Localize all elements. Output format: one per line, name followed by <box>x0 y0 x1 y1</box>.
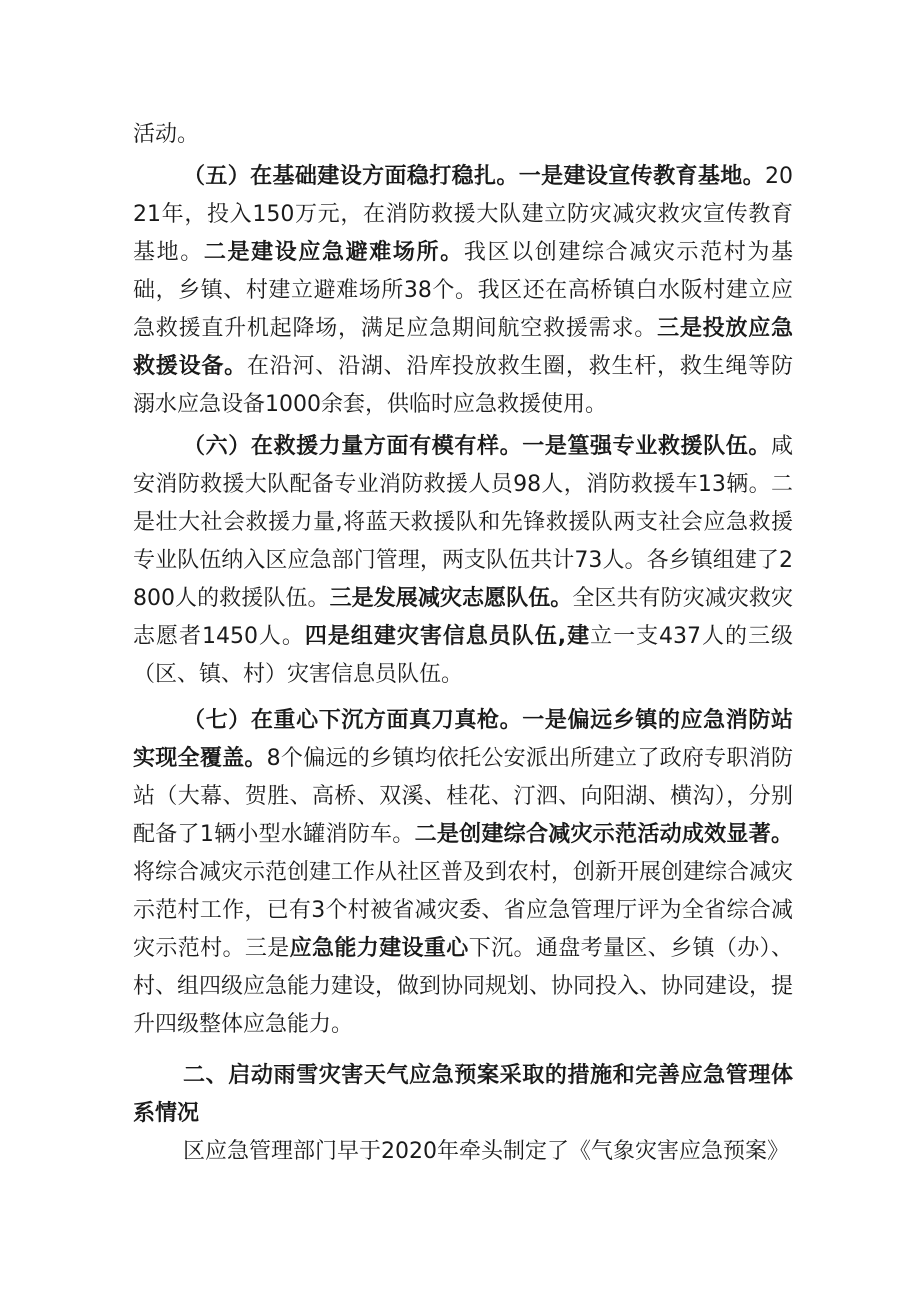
bold-point: 三是发展减灾志愿队伍。 <box>329 586 573 611</box>
text-run: 8个偏远的乡镇均依托公安派出所建立了政府专职消防站（大幕、贺胜、高桥、双溪、桂花、汀泗、向阳湖、横沟），分别配备了1辆小型水罐消防车。 <box>133 746 793 847</box>
text-run: 活动。 <box>133 122 200 147</box>
text-run: 咸安消防救援大队配备专业消防救援人员98人，消防救援车13辆。二是壮大社会救援力量,将蓝天救援队和先锋救援队两支社会应急救援专业队伍纳入区应急部门管理，两支队伍共计73人。各乡镇组建了2800人的救援队伍。 <box>133 434 793 611</box>
text-run: 全区共有防灾减灾救灾志愿者1450人。 <box>133 586 793 649</box>
text-run: 2021年，投入150万元，在消防救援大队建立防灾减灾救灾宣传教育基地。 <box>133 164 793 265</box>
paragraph-section-5-infrastructure <box>133 158 793 424</box>
paragraph-section-6-rescue-force <box>133 428 793 694</box>
text-run: 我区以创建综合减灾示范村为基础，乡镇、村建立避难场所38个。我区还在高桥镇白水阪村建立应急救援直升机起降场，满足应急期间航空救援需求。 <box>133 240 793 341</box>
text-run: 将综合减灾示范创建工作从社区普及到农村，创新开展创建综合减灾示范村工作，已有3个村被省减灾委、省应急管理厅评为全省综合减灾示范村。三是 <box>133 860 794 961</box>
text-run: 区应急管理部门早于2020年牵头制定了《气象灾害应急预案》 <box>183 1139 789 1164</box>
section-heading-7: （七）在重心下沉方面真刀真枪。一是偏远乡镇的应急消防站实现全覆盖。 <box>133 708 793 771</box>
section-heading-5: （五）在基础建设方面稳打稳扎。一是建设宣传教育基地。 <box>183 164 765 189</box>
bold-point: 应急能力建设重心 <box>289 936 469 961</box>
bold-point: 三是投放应急救援设备。 <box>133 316 793 379</box>
bold-point: 四是组建灾害信息员队伍,建 <box>304 624 591 649</box>
text-run: 立一支437人的三级（区、镇、村）灾害信息员队伍。 <box>133 624 793 687</box>
text-run: 在沿河、沿湖、沿库投放救生圈，救生杆，救生绳等防溺水应急设备1000余套，供临时应急救援使用。 <box>133 354 793 417</box>
section-heading-6: （六）在救援力量方面有模有样。一是篁强专业救援队伍。 <box>183 434 771 459</box>
paragraph-section-7-focus-downward <box>133 702 793 1044</box>
bold-point: 二是创建综合减灾示范活动成效显著。 <box>414 822 793 847</box>
bold-point: 二是建设应急避难场所。 <box>203 240 464 265</box>
text-run: 下沉。通盘考量区、乡镇（办）、村、组四级应急能力建设，做到协同规划、协同投入、协同建设，提升四级整体应急能力。 <box>133 936 794 1037</box>
chapter-heading-2 <box>133 1057 793 1133</box>
paragraph-emergency-plan <box>133 1133 793 1171</box>
heading-text: 二、启动雨雪灾害天气应急预案采取的措施和完善应急管理体系情况 <box>133 1063 793 1126</box>
paragraph-activity-end <box>133 116 793 154</box>
